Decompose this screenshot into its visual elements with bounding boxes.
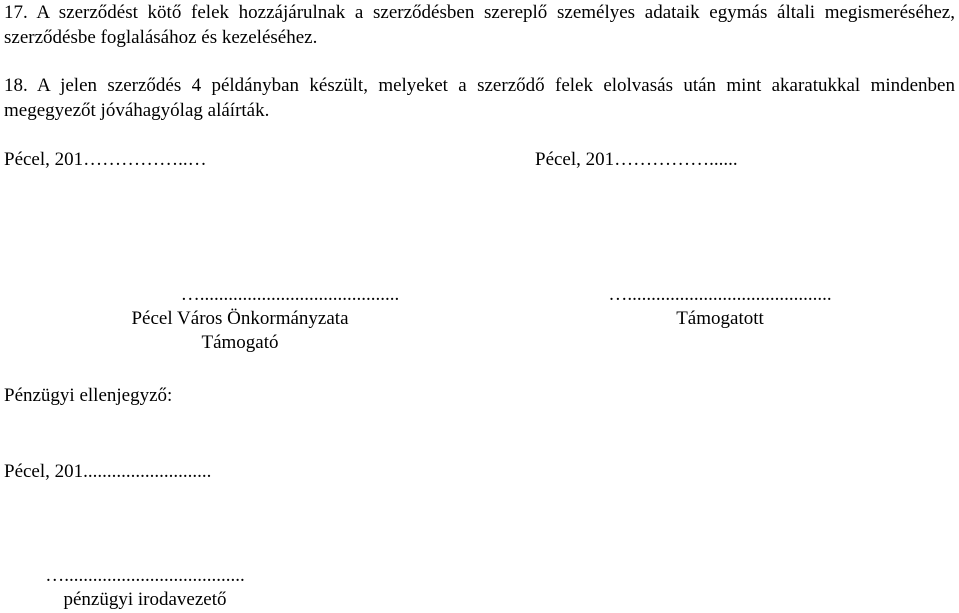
place-date-left: Pécel, 201……………..… [4,149,207,170]
signature-line-right: …........................................... [608,284,832,305]
signature-line-finance: …...................................... [45,565,245,586]
clause-18-text: 18. A jelen szerződés 4 példányban készült, melyeket a szerződő felek elolvasás után mint akaratukkal mindenben megegyezőt jóváhagyólag aláírták. [4,75,955,121]
signatory-name-left: Pécel Város Önkormányzata [131,308,349,329]
place-date-right: Pécel, 201……………...... [535,149,738,170]
signatory-role-left: Támogató [201,332,279,353]
signatory-role-right: Támogatott [676,308,764,329]
signature-line-left: ….......................................... [180,284,400,305]
finance-place-date: Pécel, 201........................... [4,461,212,482]
finance-countersign-heading: Pénzügyi ellenjegyző: [4,385,173,406]
clause-17-text: 17. A szerződést kötő felek hozzájárulnak a szerződésben szereplő személyes adataik egymás általi megismeréséhez, szerződésbe foglalásához és kezeléséhez. [4,2,955,48]
signatory-role-finance: pénzügyi irodavezető [63,589,227,610]
